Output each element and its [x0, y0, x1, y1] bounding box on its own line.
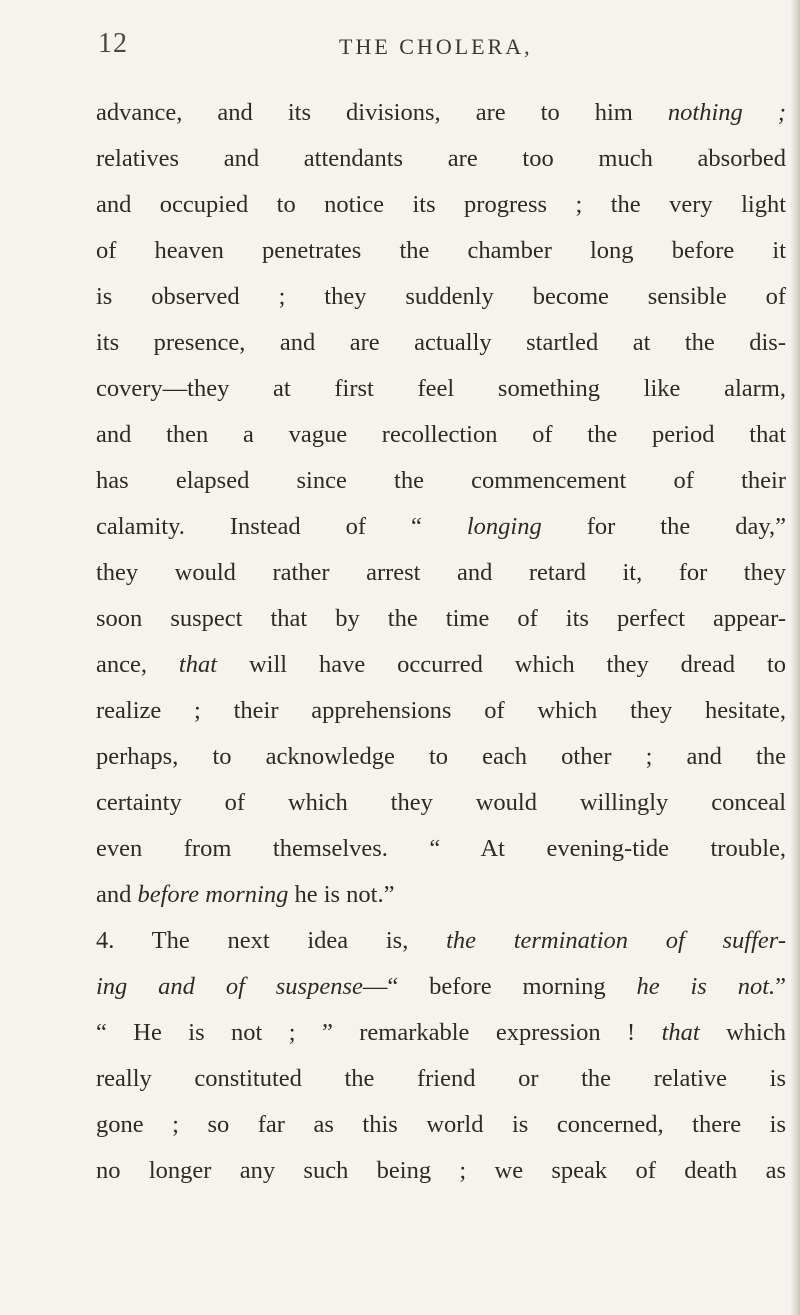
page-edge-shadow [790, 0, 800, 1315]
text-line [96, 1010, 786, 1056]
text-segment: for the day,” [541, 513, 786, 540]
italic-text: that [661, 1019, 700, 1046]
text-segment: perhaps, to acknowledge to each other ; and the [96, 743, 786, 770]
running-head: THE CHOLERA, [339, 34, 533, 59]
italic-text: nothing ; [667, 99, 786, 126]
text-segment: which [699, 1019, 786, 1046]
text-segment: and [96, 881, 138, 908]
text-line [96, 826, 786, 872]
page-number: 12 [98, 28, 128, 59]
text-line [96, 182, 786, 228]
text-segment: will have occurred which they dread to [217, 651, 787, 678]
text-segment: covery—they at first feel something like alarm, [96, 375, 786, 402]
text-segment: relatives and attendants are too much absorbed [96, 145, 786, 172]
text-line [96, 412, 786, 458]
text-line [96, 136, 786, 182]
text-segment: ” [775, 973, 786, 1000]
body-text [96, 90, 786, 1194]
page-header [94, 24, 774, 74]
text-line [96, 228, 786, 274]
italic-text: ing and of suspense [96, 973, 363, 1000]
text-segment: even from themselves. “ At evening-tide trouble, [96, 835, 786, 862]
text-segment: —“ before morning [362, 973, 637, 1000]
text-segment: and then a vague recollection of the period that [96, 421, 786, 448]
text-segment: 4. The next idea is, [96, 927, 447, 954]
text-line [96, 734, 786, 780]
text-line [96, 458, 786, 504]
text-segment: gone ; so far as this world is concerned, there is [96, 1111, 786, 1138]
text-segment: they would rather arrest and retard it, for they [96, 559, 786, 586]
text-line [96, 1056, 786, 1102]
text-segment: calamity. Instead of “ [96, 513, 467, 540]
text-line [96, 1148, 786, 1194]
text-line [96, 366, 786, 412]
text-line [96, 642, 786, 688]
text-segment: he is not.” [288, 881, 395, 908]
text-segment: ance, [96, 651, 179, 678]
text-segment: certainty of which they would willingly conceal [96, 789, 786, 816]
text-line [96, 320, 786, 366]
text-line [96, 504, 786, 550]
italic-text: longing [466, 513, 542, 540]
text-line [96, 596, 786, 642]
italic-text: he is not. [636, 973, 776, 1000]
italic-text: the termination of suffer- [446, 927, 786, 954]
text-line [96, 1102, 786, 1148]
text-line [96, 964, 786, 1010]
text-line [96, 550, 786, 596]
text-segment: has elapsed since the commencement of their [96, 467, 786, 494]
text-line [96, 780, 786, 826]
italic-text: before morning [137, 881, 289, 908]
text-segment: advance, and its divisions, are to him [96, 99, 668, 126]
text-line [96, 872, 786, 918]
text-line [96, 274, 786, 320]
text-segment: “ He is not ; ” remarkable expression ! [96, 1019, 662, 1046]
text-segment: is observed ; they suddenly become sensible of [96, 283, 786, 310]
text-line [96, 688, 786, 734]
text-segment: realize ; their apprehensions of which they hesitate, [96, 697, 786, 724]
italic-text: that [178, 651, 218, 678]
text-segment: soon suspect that by the time of its perfect appear- [96, 605, 786, 632]
text-segment: and occupied to notice its progress ; the very light [96, 191, 786, 218]
text-segment: really constituted the friend or the relative is [96, 1065, 786, 1092]
text-segment: no longer any such being ; we speak of death as [96, 1157, 786, 1184]
text-line [96, 90, 786, 136]
text-line [96, 918, 786, 964]
text-segment: of heaven penetrates the chamber long before it [96, 237, 786, 264]
text-segment: its presence, and are actually startled at the dis- [96, 329, 786, 356]
